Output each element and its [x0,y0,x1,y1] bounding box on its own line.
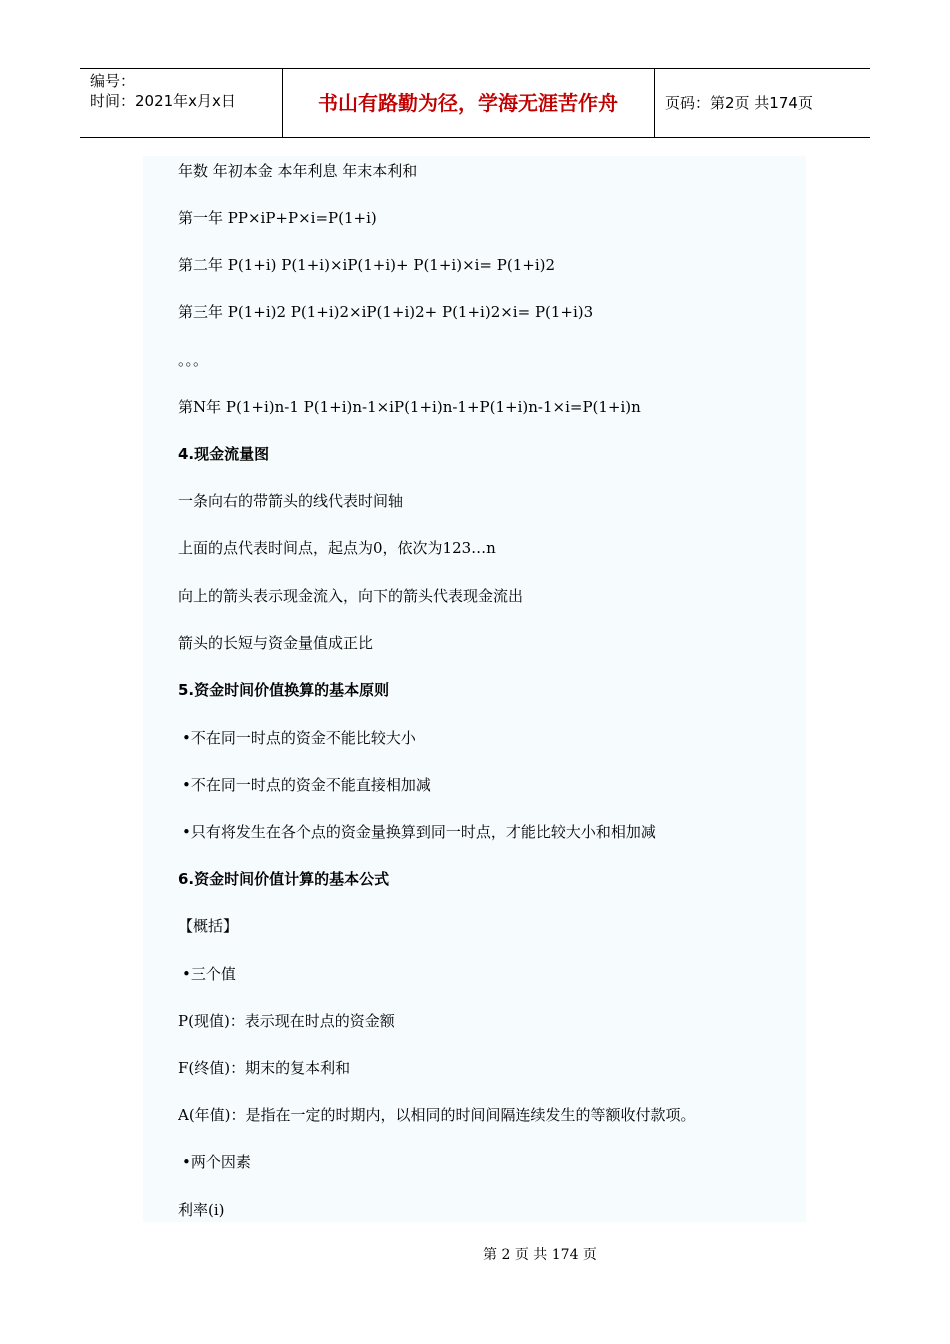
header-meta-cell [80,69,283,137]
definition-line: A(年值)：是指在一定的时期内，以相同的时间间隔连续发生的等额收付款项。 [178,1106,696,1124]
paragraph-line: 箭头的长短与资金量值成正比 [178,634,374,652]
formula-year-3: 第三年 P(1+i)2 P(1+i)2×iP(1+i)2+ P(1+i)2×i= P(1+i)3 [178,303,594,321]
formula-year-2: 第二年 P(1+i) P(1+i)×iP(1+i)+ P(1+i)×i= P(1+i)2 [178,256,556,274]
formula-year-1: 第一年 PP×iP+P×i=P(1+i) [178,209,377,227]
section-heading-5: 5.资金时间价值换算的基本原则 [178,681,390,699]
page-header [80,68,870,138]
table-header-line: 年数 年初本金 本年利息 年末本利和 [178,162,418,180]
document-number: 编号： [90,72,136,90]
header-page-info: 页码：第2页 共174页 [665,94,813,112]
bullet-item: •只有将发生在各个点的资金量换算到同一时点，才能比较大小和相加减 [182,823,656,841]
paragraph-line: 一条向右的带箭头的线代表时间轴 [178,492,404,510]
document-date: 时间：2021年x月x日 [90,92,236,110]
header-motto-cell [282,69,655,137]
paragraph-line: 向上的箭头表示现金流入，向下的箭头代表现金流出 [178,587,524,605]
definition-line: F(终值)：期末的复本利和 [178,1059,351,1077]
bullet-item: •不在同一时点的资金不能比较大小 [182,729,416,747]
page-footer: 第 2 页 共 174 页 [483,1247,597,1263]
paragraph-line: 上面的点代表时间点，起点为0，依次为123…n [178,539,496,557]
header-motto: 书山有路勤为径，学海无涯苦作舟 [318,91,618,115]
ellipsis-line: 。。。 [178,351,209,369]
definition-line: 利率(i) [178,1201,225,1219]
section-heading-4: 4.现金流量图 [178,445,270,463]
summary-label: 【概括】 [178,917,239,935]
definition-line: P(现值)：表示现在时点的资金额 [178,1012,395,1030]
header-page-cell [655,69,870,137]
bullet-item: •三个值 [182,965,236,983]
formula-year-n: 第N年 P(1+i)n-1 P(1+i)n-1×iP(1+i)n-1+P(1+i)n-1×i=P(1+i)n [178,398,641,416]
bullet-item: •不在同一时点的资金不能直接相加减 [182,776,431,794]
bullet-item: •两个因素 [182,1153,251,1171]
section-heading-6: 6.资金时间价值计算的基本公式 [178,870,390,888]
